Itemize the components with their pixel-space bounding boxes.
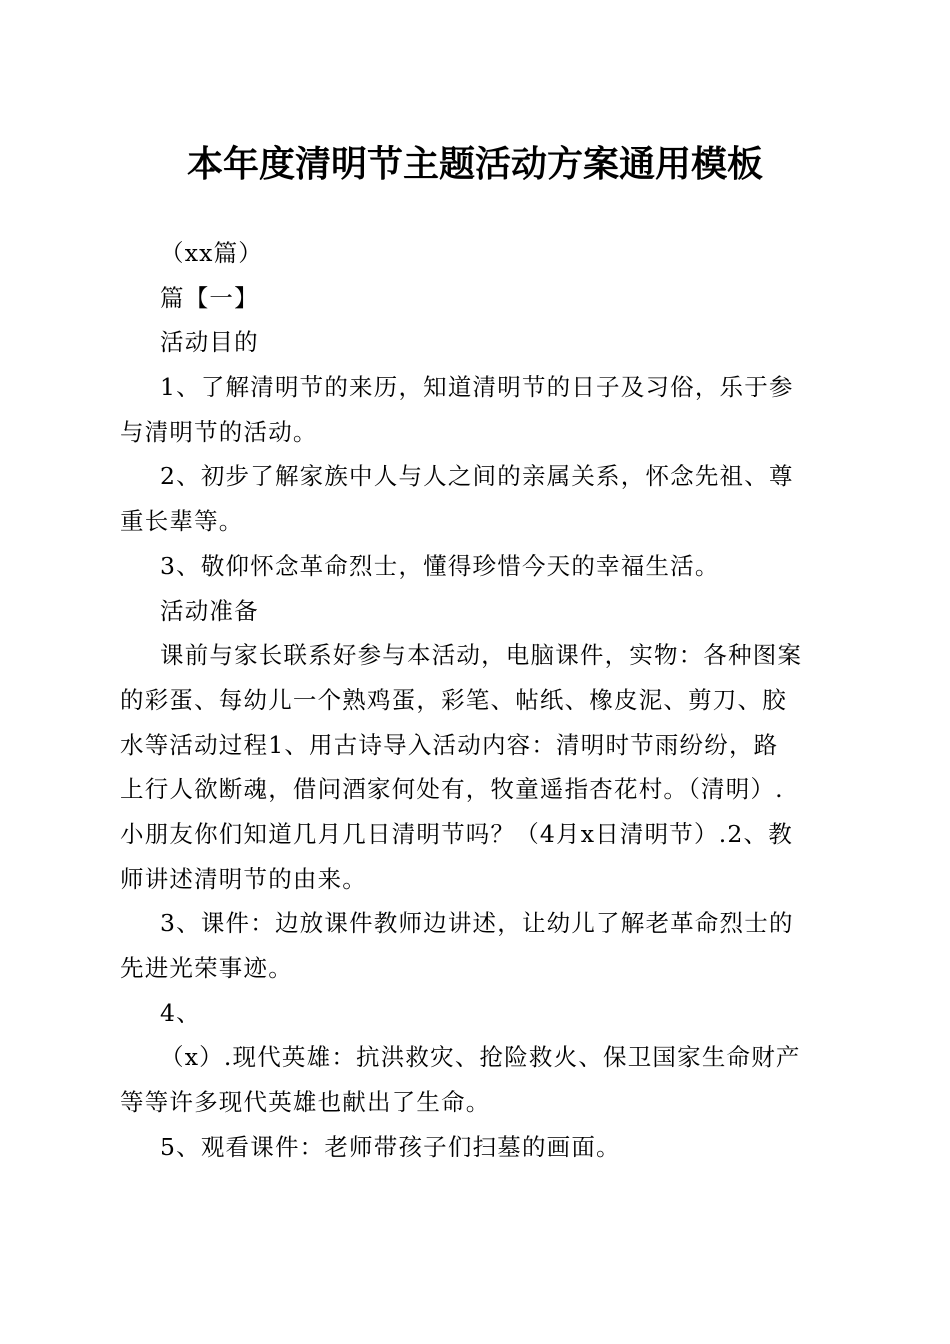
paragraph: [120, 454, 830, 543]
paragraph: [120, 276, 830, 321]
text-line: 小朋友你们知道几月几日清明节吗？（4月x日清明节）.2、教: [120, 819, 793, 848]
document-body: [120, 231, 830, 1169]
text-line: 课前与家长联系好参与本活动，电脑课件，实物：各种图案: [160, 641, 803, 670]
text-line: 活动准备: [160, 596, 259, 625]
text-line: 等等许多现代英雄也献出了生命。: [120, 1088, 491, 1117]
paragraph: [120, 991, 830, 1036]
paragraph: [120, 589, 830, 634]
text-line: 与清明节的活动。: [120, 417, 318, 446]
paragraph: [120, 1035, 830, 1124]
text-line: 先进光荣事迹。: [120, 954, 293, 982]
paragraph: [120, 901, 830, 990]
text-line: （xx篇）: [160, 239, 264, 267]
text-line: 篇【一】: [160, 283, 259, 312]
text-line: 重长辈等。: [120, 507, 244, 536]
document-title: 本年度清明节主题活动方案通用模板: [186, 143, 763, 185]
text-line: 2、初步了解家族中人与人之间的亲属关系，怀念先祖、尊: [160, 462, 794, 491]
paragraph: [120, 320, 830, 365]
paragraph: [120, 365, 830, 454]
text-line: 活动目的: [160, 328, 259, 357]
paragraph: [120, 1125, 830, 1170]
paragraph: [120, 544, 830, 589]
paragraph: [120, 633, 830, 901]
text-line: 1、了解清明节的来历，知道清明节的日子及习俗，乐于参: [160, 373, 794, 402]
text-line: 5、观看课件：老师带孩子们扫墓的画面。: [160, 1132, 621, 1161]
text-line: 师讲述清明节的由来。: [120, 864, 367, 893]
text-line: （x）.现代英雄：抗洪救灾、抢险救火、保卫国家生命财产: [160, 1043, 801, 1072]
text-line: 的彩蛋、每幼儿一个熟鸡蛋，彩笔、帖纸、橡皮泥、剪刀、胶: [120, 685, 787, 714]
paragraph: [120, 231, 830, 276]
text-line: 3、课件：边放课件教师边讲述，让幼儿了解老革命烈士的: [160, 909, 794, 938]
text-line: 上行人欲断魂，借问酒家何处有，牧童遥指杏花村。（清明）.: [120, 775, 784, 804]
text-line: 4、: [160, 998, 201, 1027]
text-line: 3、敬仰怀念革命烈士，懂得珍惜今天的幸福生活。: [160, 551, 720, 580]
text-line: 水等活动过程1、用古诗导入活动内容：清明时节雨纷纷，路: [120, 730, 779, 759]
